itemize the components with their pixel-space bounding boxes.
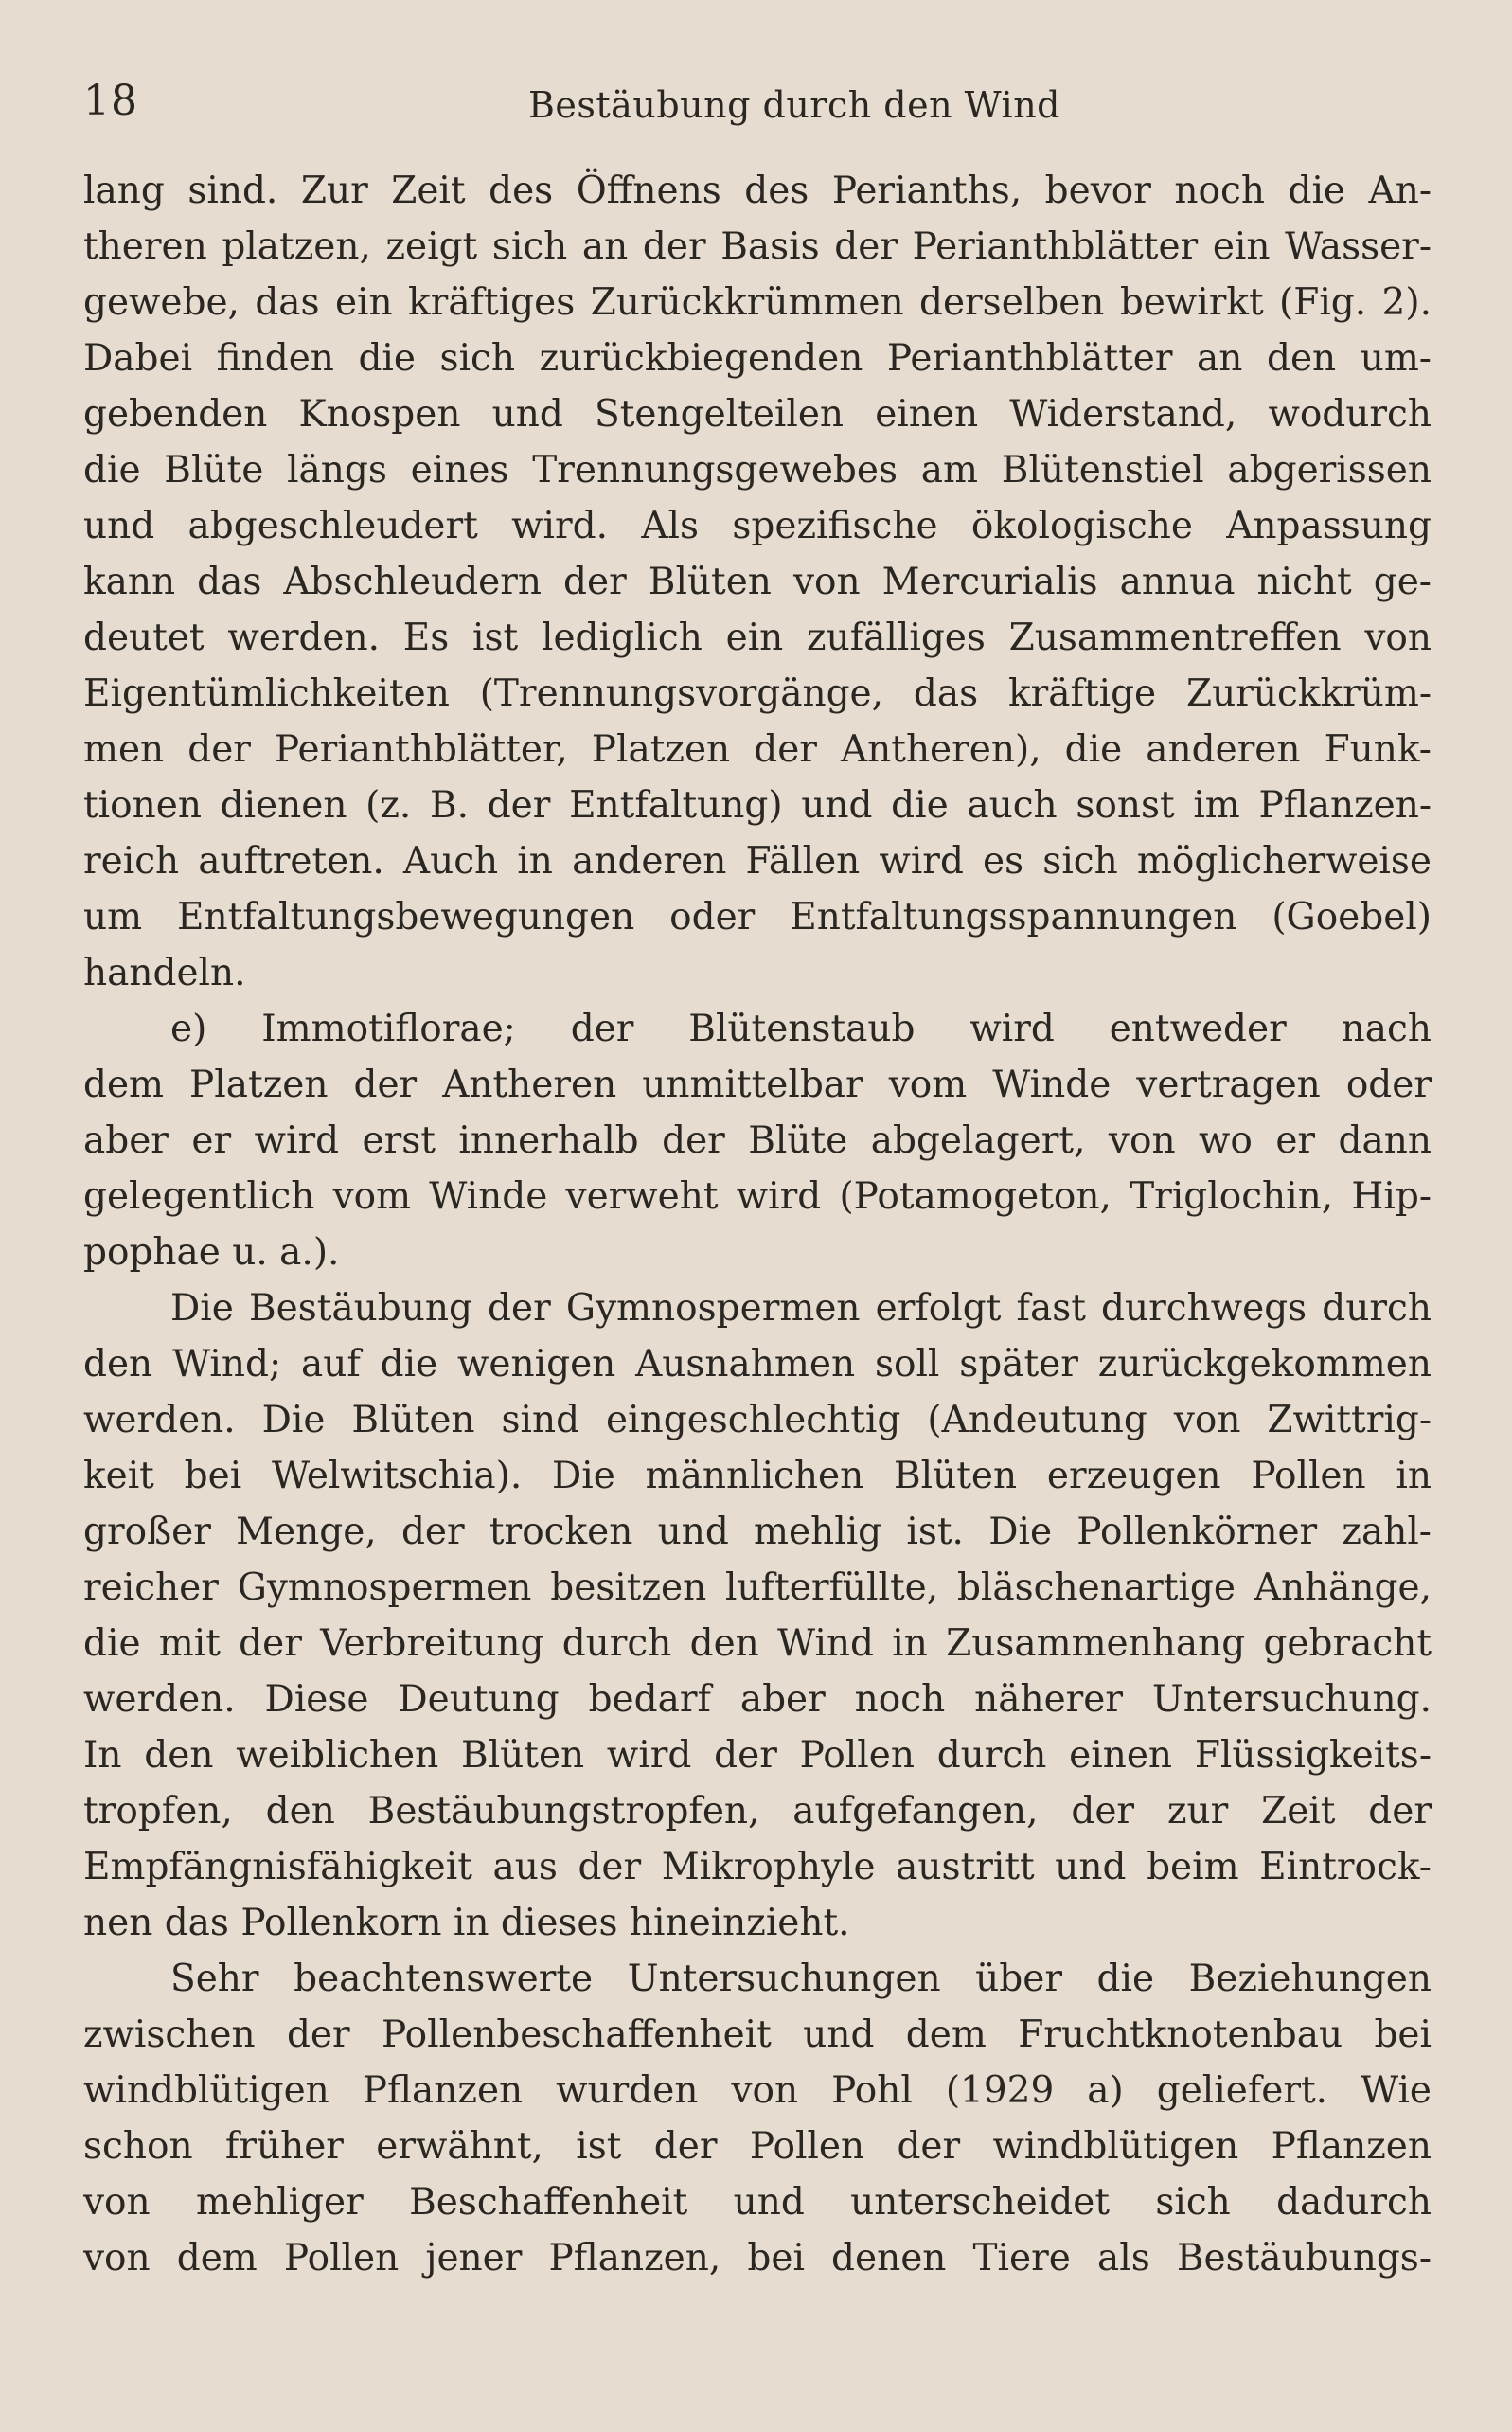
text-line: handeln. — [83, 952, 246, 994]
text-line: men der Perianthblätter, Platzen der Antheren), die anderen Funk- — [83, 728, 1432, 771]
text-line-with-italic-genera: gelegentlich vom Winde verweht wird (Potamogeton, Triglochin, Hip- — [83, 1175, 1432, 1218]
text-line: zwischen der Pollenbeschaffenheit und dem Fruchtknotenbau bei — [83, 2013, 1432, 2056]
text-line: deutet werden. Es ist lediglich ein zufälliges Zusammentreffen von — [83, 617, 1432, 659]
text-line: reich auftreten. Auch in anderen Fällen wird es sich möglicherweise — [83, 840, 1432, 883]
text-line: tionen dienen (z. B. der Entfaltung) und die auch sonst im Pflanzen- — [83, 784, 1432, 827]
text-line: pophae u. a.). — [83, 1231, 340, 1274]
page-number: 18 — [83, 77, 138, 125]
text-line: nen das Pollenkorn in dieses hineinzieht. — [83, 1902, 850, 1944]
text-line: gewebe, das ein kräftiges Zurückkrümmen derselben bewirkt (Fig. 2). — [83, 281, 1432, 324]
text-line: aber er wird erst innerhalb der Blüte abgelagert, von wo er dann — [83, 1119, 1432, 1162]
text-line: die mit der Verbreitung durch den Wind in Zusammenhang gebracht — [83, 1622, 1432, 1665]
text-line: reicher Gymnospermen besitzen lufterfüllte, bläschenartige Anhänge, — [83, 1566, 1432, 1609]
text-line: Empfängnisfähigkeit aus der Mikrophyle austritt und beim Eintrock- — [83, 1846, 1432, 1888]
text-line: theren platzen, zeigt sich an der Basis der Perianthblätter ein Wasser- — [83, 225, 1432, 268]
text-line-section-e: e) Immotiflorae; der Blütenstaub wird entweder nach — [170, 1008, 1432, 1050]
text-line: Dabei finden die sich zurückbiegenden Perianthblätter an den um- — [83, 337, 1432, 380]
text-line: die Blüte längs eines Trennungsgewebes am Blütenstiel abgerissen — [83, 449, 1432, 492]
text-line: großer Menge, der trocken und mehlig ist. Die Pollenkörner zahl- — [83, 1511, 1432, 1553]
page-header — [83, 78, 1432, 134]
text-line-with-italic-species: kann das Abschleudern der Blüten von Mercurialis annua nicht ge- — [83, 561, 1432, 603]
text-line: den Wind; auf die wenigen Ausnahmen soll später zurückgekommen — [83, 1343, 1432, 1386]
text-line: gebenden Knospen und Stengelteilen einen Widerstand, wodurch — [83, 393, 1432, 436]
text-line-paragraph-start: Die Bestäubung der Gymnospermen erfolgt fast durchwegs durch — [170, 1287, 1432, 1330]
text-line: dem Platzen der Antheren unmittelbar vom Winde vertragen oder — [83, 1064, 1432, 1106]
text-line: tropfen, den Bestäubungstropfen, aufgefangen, der zur Zeit der — [83, 1790, 1432, 1833]
text-line: von mehliger Beschaffenheit und unterscheidet sich dadurch — [83, 2181, 1432, 2224]
text-line: In den weiblichen Blüten wird der Pollen durch einen Flüssigkeits- — [83, 1734, 1432, 1777]
text-line: werden. Diese Deutung bedarf aber noch näherer Untersuchung. — [83, 1678, 1432, 1721]
text-line: werden. Die Blüten sind eingeschlechtig (Andeutung von Zwittrig- — [83, 1399, 1432, 1441]
text-line: und abgeschleudert wird. Als spezifische ökologische Anpassung — [83, 505, 1432, 547]
text-line: Eigentümlichkeiten (Trennungsvorgänge, das kräftige Zurückkrüm- — [83, 672, 1432, 715]
text-line: um Entfaltungsbewegungen oder Entfaltungsspannungen (Goebel) — [83, 896, 1432, 939]
text-line: schon früher erwähnt, ist der Pollen der windblütigen Pflanzen — [83, 2125, 1432, 2168]
text-line: von dem Pollen jener Pflanzen, bei denen Tiere als Bestäubungs- — [83, 2237, 1432, 2280]
text-line: lang sind. Zur Zeit des Öffnens des Perianths, bevor noch die An- — [83, 170, 1432, 212]
text-line-paragraph-start: Sehr beachtenswerte Untersuchungen über die Beziehungen — [170, 1958, 1432, 2000]
text-line-with-italic-genus: keit bei Welwitschia). Die männlichen Blüten erzeugen Pollen in — [83, 1455, 1432, 1497]
text-line: windblütigen Pflanzen wurden von Pohl (1929 a) geliefert. Wie — [83, 2069, 1432, 2112]
running-title: Bestäubung durch den Wind — [528, 84, 1060, 126]
